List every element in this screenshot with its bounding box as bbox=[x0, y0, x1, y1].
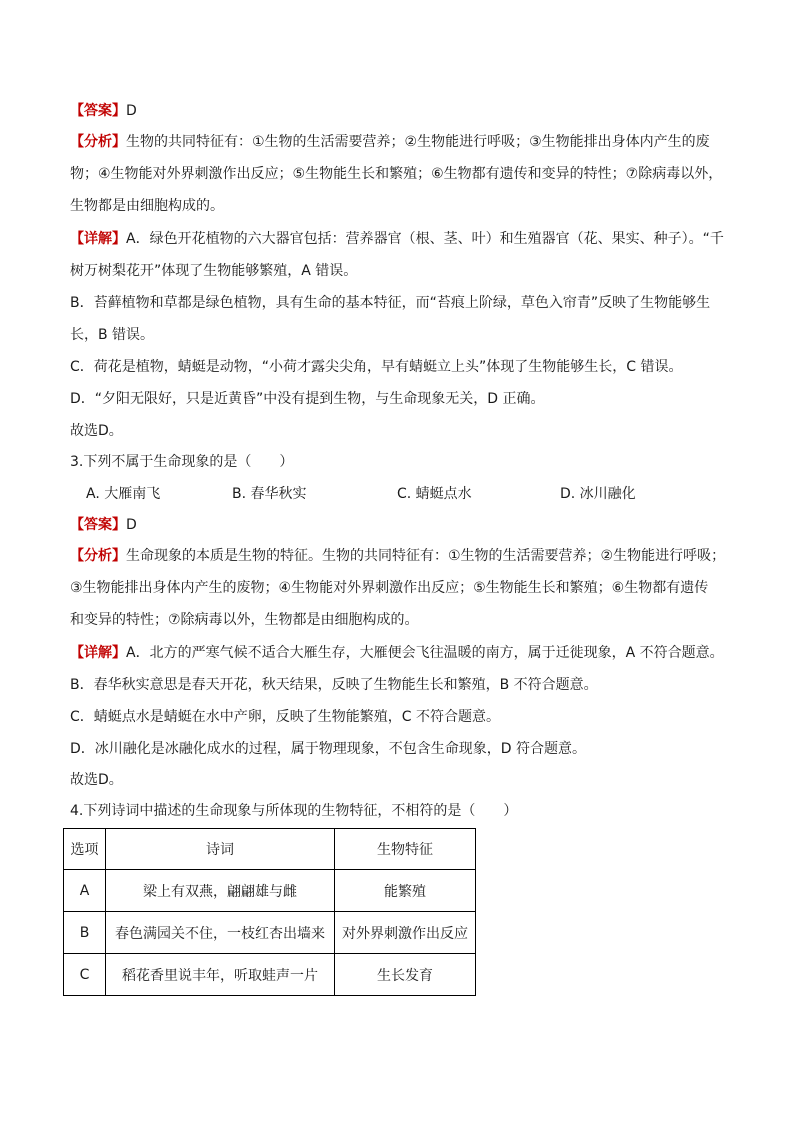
q3-question: 3.下列不属于生命现象的是（ ） bbox=[70, 454, 294, 470]
row-feature: 生长发育 bbox=[335, 954, 476, 996]
q3-option-b: B. 春华秋实 bbox=[232, 486, 307, 502]
q4-question: 4.下列诗词中描述的生命现象与所体现的生物特征，不相符的是（ ） bbox=[70, 803, 518, 819]
answer-value: D bbox=[126, 103, 137, 119]
q2-detail-line-1 bbox=[70, 229, 730, 249]
analysis-text: 生物的共同特征有：①生物的生活需要营养；②生物能进行呼吸；③生物能排出身体内产生的废 bbox=[126, 134, 710, 150]
q3-analysis-line-1 bbox=[70, 546, 730, 566]
q3-detail-line-3: C．蜻蜓点水是蜻蜓在水中产卵，反映了生物能繁殖，C 不符合题意。 bbox=[70, 709, 500, 725]
q3-detail-line-2: B．春华秋实意思是春天开花，秋天结果，反映了生物能生长和繁殖，B 不符合题意。 bbox=[70, 677, 598, 693]
q2-detail-line-3: B．苔藓植物和草都是绿色植物，具有生命的基本特征，而“苔痕上阶绿，草色入帘青”反映了生物能够生 bbox=[70, 295, 711, 311]
q2-detail-line-6: D．“夕阳无限好，只是近黄昏”中没有提到生物，与生命现象无关，D 正确。 bbox=[70, 391, 545, 407]
row-poem: 梁上有双燕，翩翩雄与雌 bbox=[106, 870, 335, 912]
q3-option-d: D. 冰川融化 bbox=[560, 486, 636, 502]
q3-detail-line-1 bbox=[70, 643, 730, 663]
q2-answer-line bbox=[70, 101, 730, 121]
analysis-tag: 【分析】 bbox=[70, 548, 126, 564]
detail-tag: 【详解】 bbox=[70, 231, 126, 247]
header-cell-feature: 生物特征 bbox=[335, 829, 476, 870]
row-feature: 对外界刺激作出反应 bbox=[335, 912, 476, 954]
row-poem: 稻花香里说丰年，听取蛙声一片 bbox=[106, 954, 335, 996]
answer-tag: 【答案】 bbox=[70, 517, 126, 533]
q2-conclusion: 故选D。 bbox=[70, 423, 123, 439]
header-cell-poem: 诗词 bbox=[106, 829, 335, 870]
header-cell-option: 选项 bbox=[64, 829, 106, 870]
q3-option-a: A. 大雁南飞 bbox=[86, 486, 161, 502]
detail-tag: 【详解】 bbox=[70, 645, 126, 661]
table-row bbox=[64, 954, 476, 996]
q2-analysis-line-3: 生物都是由细胞构成的。 bbox=[70, 198, 224, 214]
detail-text: A．绿色开花植物的六大器官包括：营养器官（根、茎、叶）和生殖器官（花、果实、种子）。“千 bbox=[126, 231, 724, 247]
q2-analysis-line-2: 物；④生物能对外界刺激作出反应；⑤生物能生长和繁殖；⑥生物都有遗传和变异的特性；⑦除病毒以外， bbox=[70, 166, 723, 182]
q2-detail-line-4: 长，B 错误。 bbox=[70, 327, 155, 343]
q3-analysis-line-3: 和变异的特性；⑦除病毒以外，生物都是由细胞构成的。 bbox=[70, 612, 419, 628]
q3-analysis-line-2: ③生物能排出身体内产生的废物；④生物能对外界刺激作出反应；⑤生物能生长和繁殖；⑥生物都有遗传 bbox=[70, 580, 709, 596]
q3-conclusion: 故选D。 bbox=[70, 772, 123, 788]
row-option: B bbox=[64, 912, 106, 954]
q3-detail-line-4: D．冰川融化是冰融化成水的过程，属于物理现象，不包含生命现象，D 符合题意。 bbox=[70, 741, 587, 757]
table-row bbox=[64, 870, 476, 912]
detail-text: A．北方的严寒气候不适合大雁生存，大雁便会飞往温暖的南方，属于迁徙现象，A 不符合题意。 bbox=[126, 645, 724, 661]
q2-detail-line-2: 树万树梨花开”体现了生物能够繁殖，A 错误。 bbox=[70, 263, 358, 279]
answer-value: D bbox=[126, 517, 137, 533]
analysis-text: 生命现象的本质是生物的特征。生物的共同特征有：①生物的生活需要营养；②生物能进行呼吸； bbox=[126, 548, 726, 564]
q2-detail-line-5: C．荷花是植物，蜻蜓是动物，“小荷才露尖尖角，早有蜻蜓立上头”体现了生物能够生长，C 错误。 bbox=[70, 359, 683, 375]
analysis-tag: 【分析】 bbox=[70, 134, 126, 150]
row-option: A bbox=[64, 870, 106, 912]
row-poem: 春色满园关不住，一枝红杏出墙来 bbox=[106, 912, 335, 954]
row-feature: 能繁殖 bbox=[335, 870, 476, 912]
q4-table bbox=[63, 828, 476, 996]
table-row bbox=[64, 912, 476, 954]
q2-analysis-line-1 bbox=[70, 132, 730, 152]
table-header-row bbox=[64, 829, 476, 870]
row-option: C bbox=[64, 954, 106, 996]
answer-tag: 【答案】 bbox=[70, 103, 126, 119]
q3-answer-line bbox=[70, 515, 730, 535]
q3-option-c: C. 蜻蜓点水 bbox=[397, 486, 472, 502]
